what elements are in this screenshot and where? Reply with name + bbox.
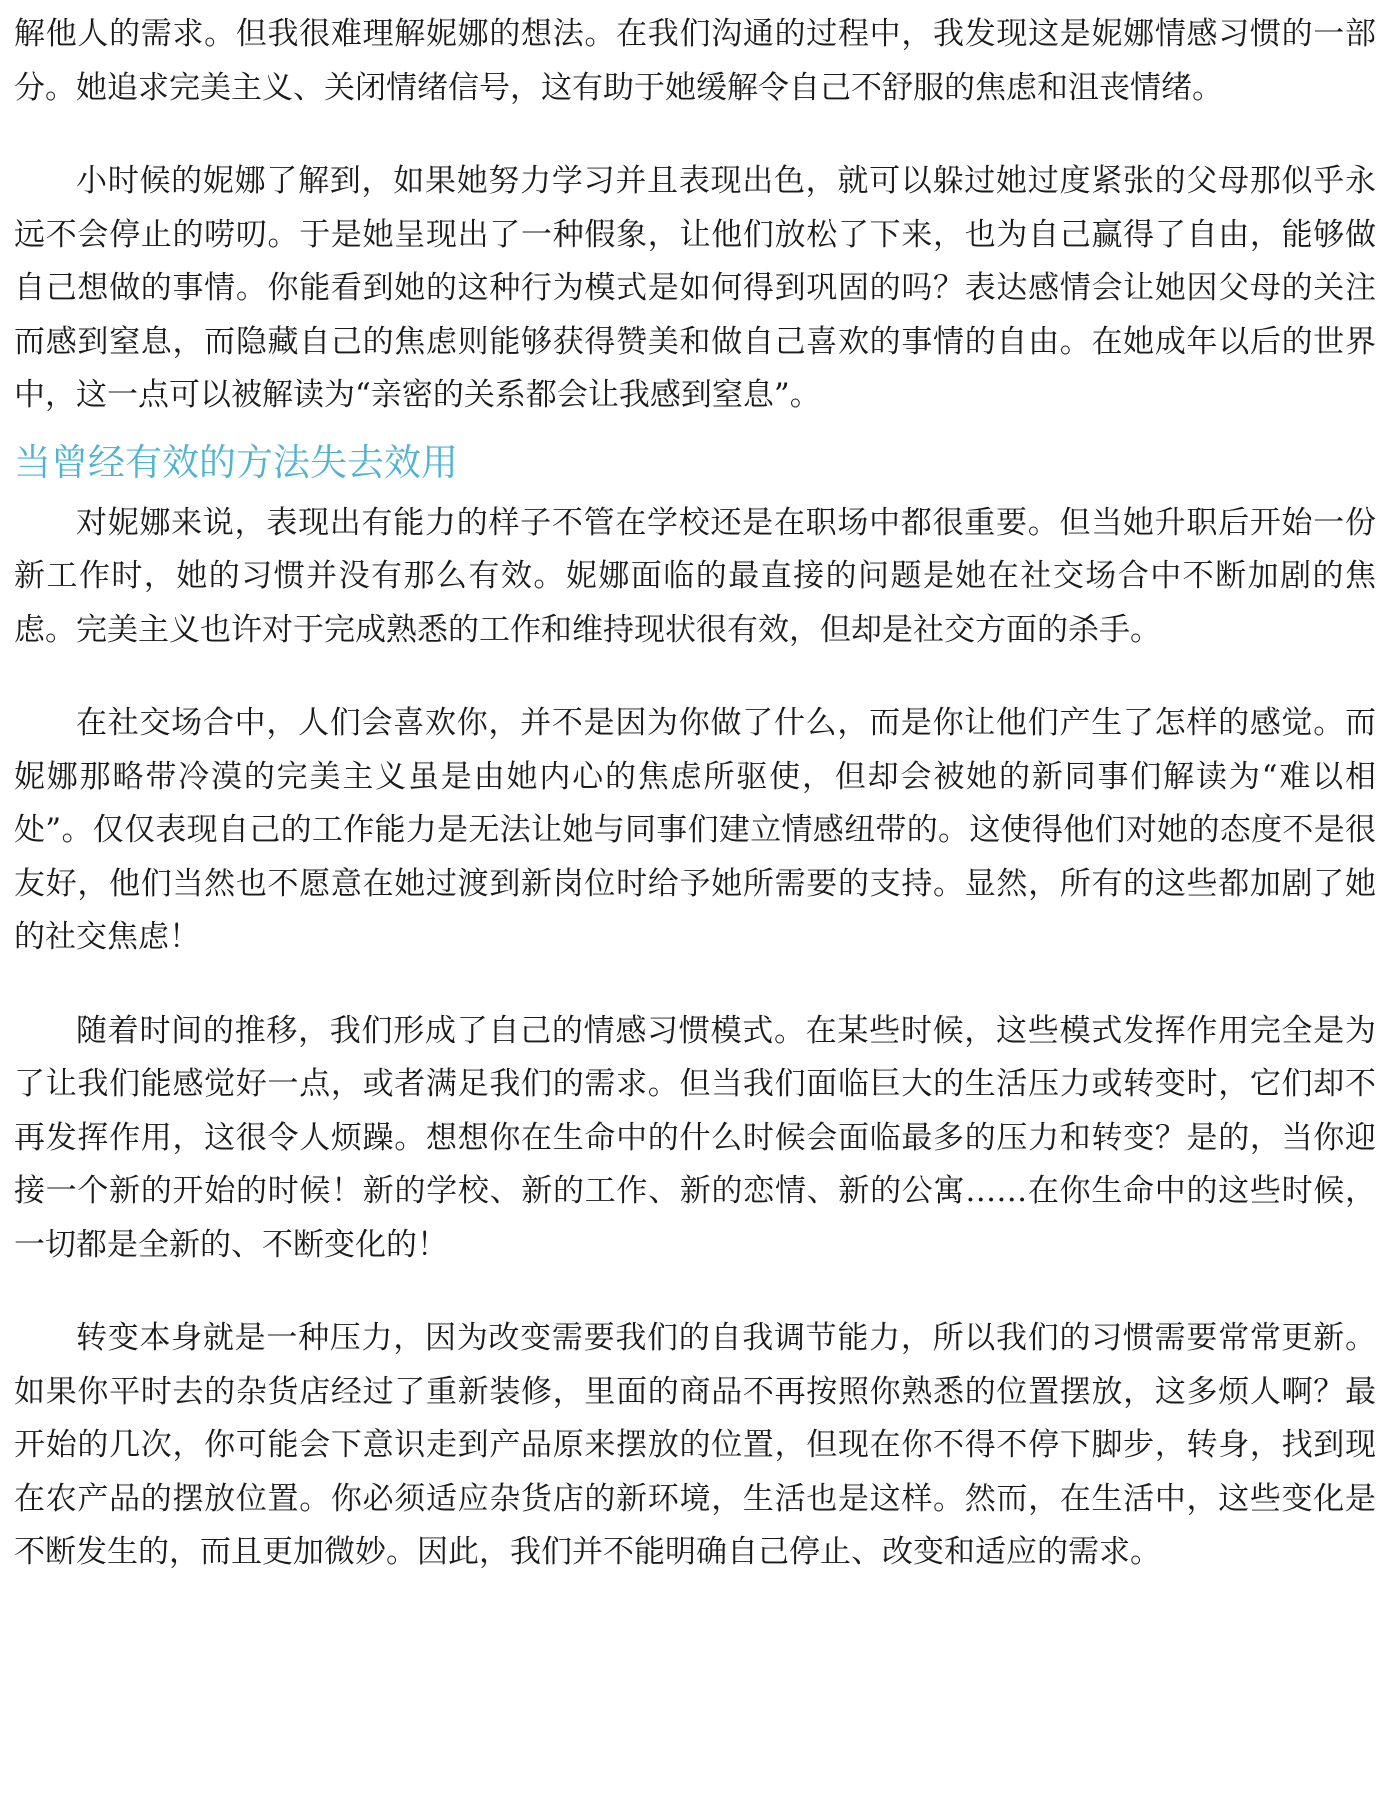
paragraph-4: 在社交场合中，人们会喜欢你，并不是因为你做了什么，而是你让他们产生了怎样的感觉。而妮娜那略带冷漠的完美主义虽是由她内心的焦虑所驱使，但却会被她的新同事们解读为“难以相处”。仅仅表现自己的工作能力是无法让她与同事们建立情感纽带的。这使得他们对她的态度不是很友好，他们当然也不愿意在她过渡到新岗位时给予她所需要的支持。显然，所有的这些都加剧了她的社交焦虑！ (14, 705, 1376, 955)
paragraph-3: 对妮娜来说，表现出有能力的样子不管在学校还是在职场中都很重要。但当她升职后开始一份新工作时，她的习惯并没有那么有效。妮娜面临的最直接的问题是她在社交场合中不断加剧的焦虑。完美主义也许对于完成熟悉的工作和维持现状很有效，但却是社交方面的杀手。 (14, 504, 1376, 648)
paragraph-gap (14, 1272, 1376, 1312)
paragraph-2: 小时候的妮娜了解到，如果她努力学习并且表现出色，就可以躲过她过度紧张的父母那似乎永远不会停止的唠叨。于是她呈现出了一种假象，让他们放松了下来，也为自己赢得了自由，能够做自己想做的事情。你能看到她的这种行为模式是如何得到巩固的吗？表达感情会让她因父母的关注而感到窒息，而隐藏自己的焦虑则能够获得赞美和做自己喜欢的事情的自由。在她成年以后的世界中，这一点可以被解读为“亲密的关系都会让我感到窒息”。 (14, 163, 1376, 413)
paragraph-gap (14, 965, 1376, 1005)
paragraph-1: 解他人的需求。但我很难理解妮娜的想法。在我们沟通的过程中，我发现这是妮娜情感习惯的一部分。她追求完美主义、关闭情绪信号，这有助于她缓解令自己不舒服的焦虑和沮丧情绪。 (14, 16, 1376, 106)
paragraph-gap (14, 657, 1376, 697)
paragraph-gap (14, 115, 1376, 155)
paragraph-6: 转变本身就是一种压力，因为改变需要我们的自我调节能力，所以我们的习惯需要常常更新。如果你平时去的杂货店经过了重新装修，里面的商品不再按照你熟悉的位置摆放，这多烦人啊？最开始的几次，你可能会下意识走到产品原来摆放的位置，但现在你不得不停下脚步，转身，找到现在农产品的摆放位置。你必须适应杂货店的新环境，生活也是这样。然而，在生活中，这些变化是不断发生的，而且更加微妙。因此，我们并不能明确自己停止、改变和适应的需求。 (14, 1320, 1376, 1570)
section-heading: 当曾经有效的方法失去效用 (14, 440, 458, 484)
book-page (14, 8, 1376, 1580)
paragraph-5: 随着时间的推移，我们形成了自己的情感习惯模式。在某些时候，这些模式发挥作用完全是为了让我们能感觉好一点，或者满足我们的需求。但当我们面临巨大的生活压力或转变时，它们却不再发挥作用，这很令人烦躁。想想你在生命中的什么时候会面临最多的压力和转变？是的，当你迎接一个新的开始的时候！新的学校、新的工作、新的恋情、新的公寓……在你生命中的这些时候，一切都是全新的、不断变化的！ (14, 1012, 1376, 1263)
